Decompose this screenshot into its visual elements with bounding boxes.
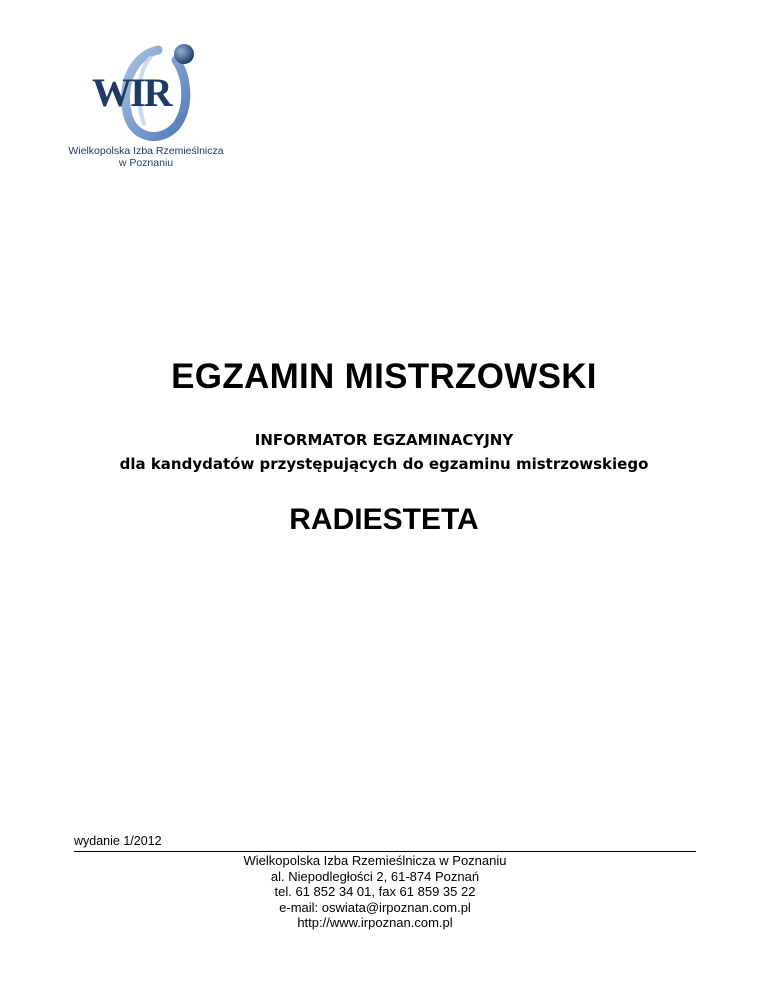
- subtitle-line1: INFORMATOR EGZAMINACYJNY: [254, 431, 514, 449]
- footer-phone: tel. 61 852 34 01, fax 61 859 35 22: [274, 884, 476, 899]
- logo-letters: WIR: [92, 70, 171, 115]
- subtitle-line2: dla kandydatów przystępujących do egzaminu mistrzowskiego: [119, 455, 649, 473]
- logo-caption-line1: Wielkopolska Izba Rzemieślnicza: [68, 145, 224, 157]
- logo-caption: [66, 145, 226, 169]
- wir-logo-mark: [80, 38, 210, 146]
- footer-street: al. Niepodległości 2, 61-874 Poznań: [270, 868, 480, 884]
- organization-logo: [66, 38, 226, 173]
- profession-title: RADIESTETA: [289, 503, 479, 536]
- document-title: EGZAMIN MISTRZOWSKI: [171, 357, 597, 396]
- footer-email: e-mail: oswiata@irpoznan.com.pl: [279, 899, 471, 915]
- footer-address: [210, 853, 540, 931]
- document-subtitle: [0, 428, 768, 476]
- footer-divider: [74, 851, 696, 852]
- footer-website: http://www.irpoznan.com.pl: [297, 915, 453, 930]
- logo-caption-line2: w Poznaniu: [118, 157, 174, 169]
- edition-label: wydanie 1/2012: [74, 834, 162, 848]
- footer-org-name: Wielkopolska Izba Rzemieślnicza w Poznaniu: [243, 853, 507, 868]
